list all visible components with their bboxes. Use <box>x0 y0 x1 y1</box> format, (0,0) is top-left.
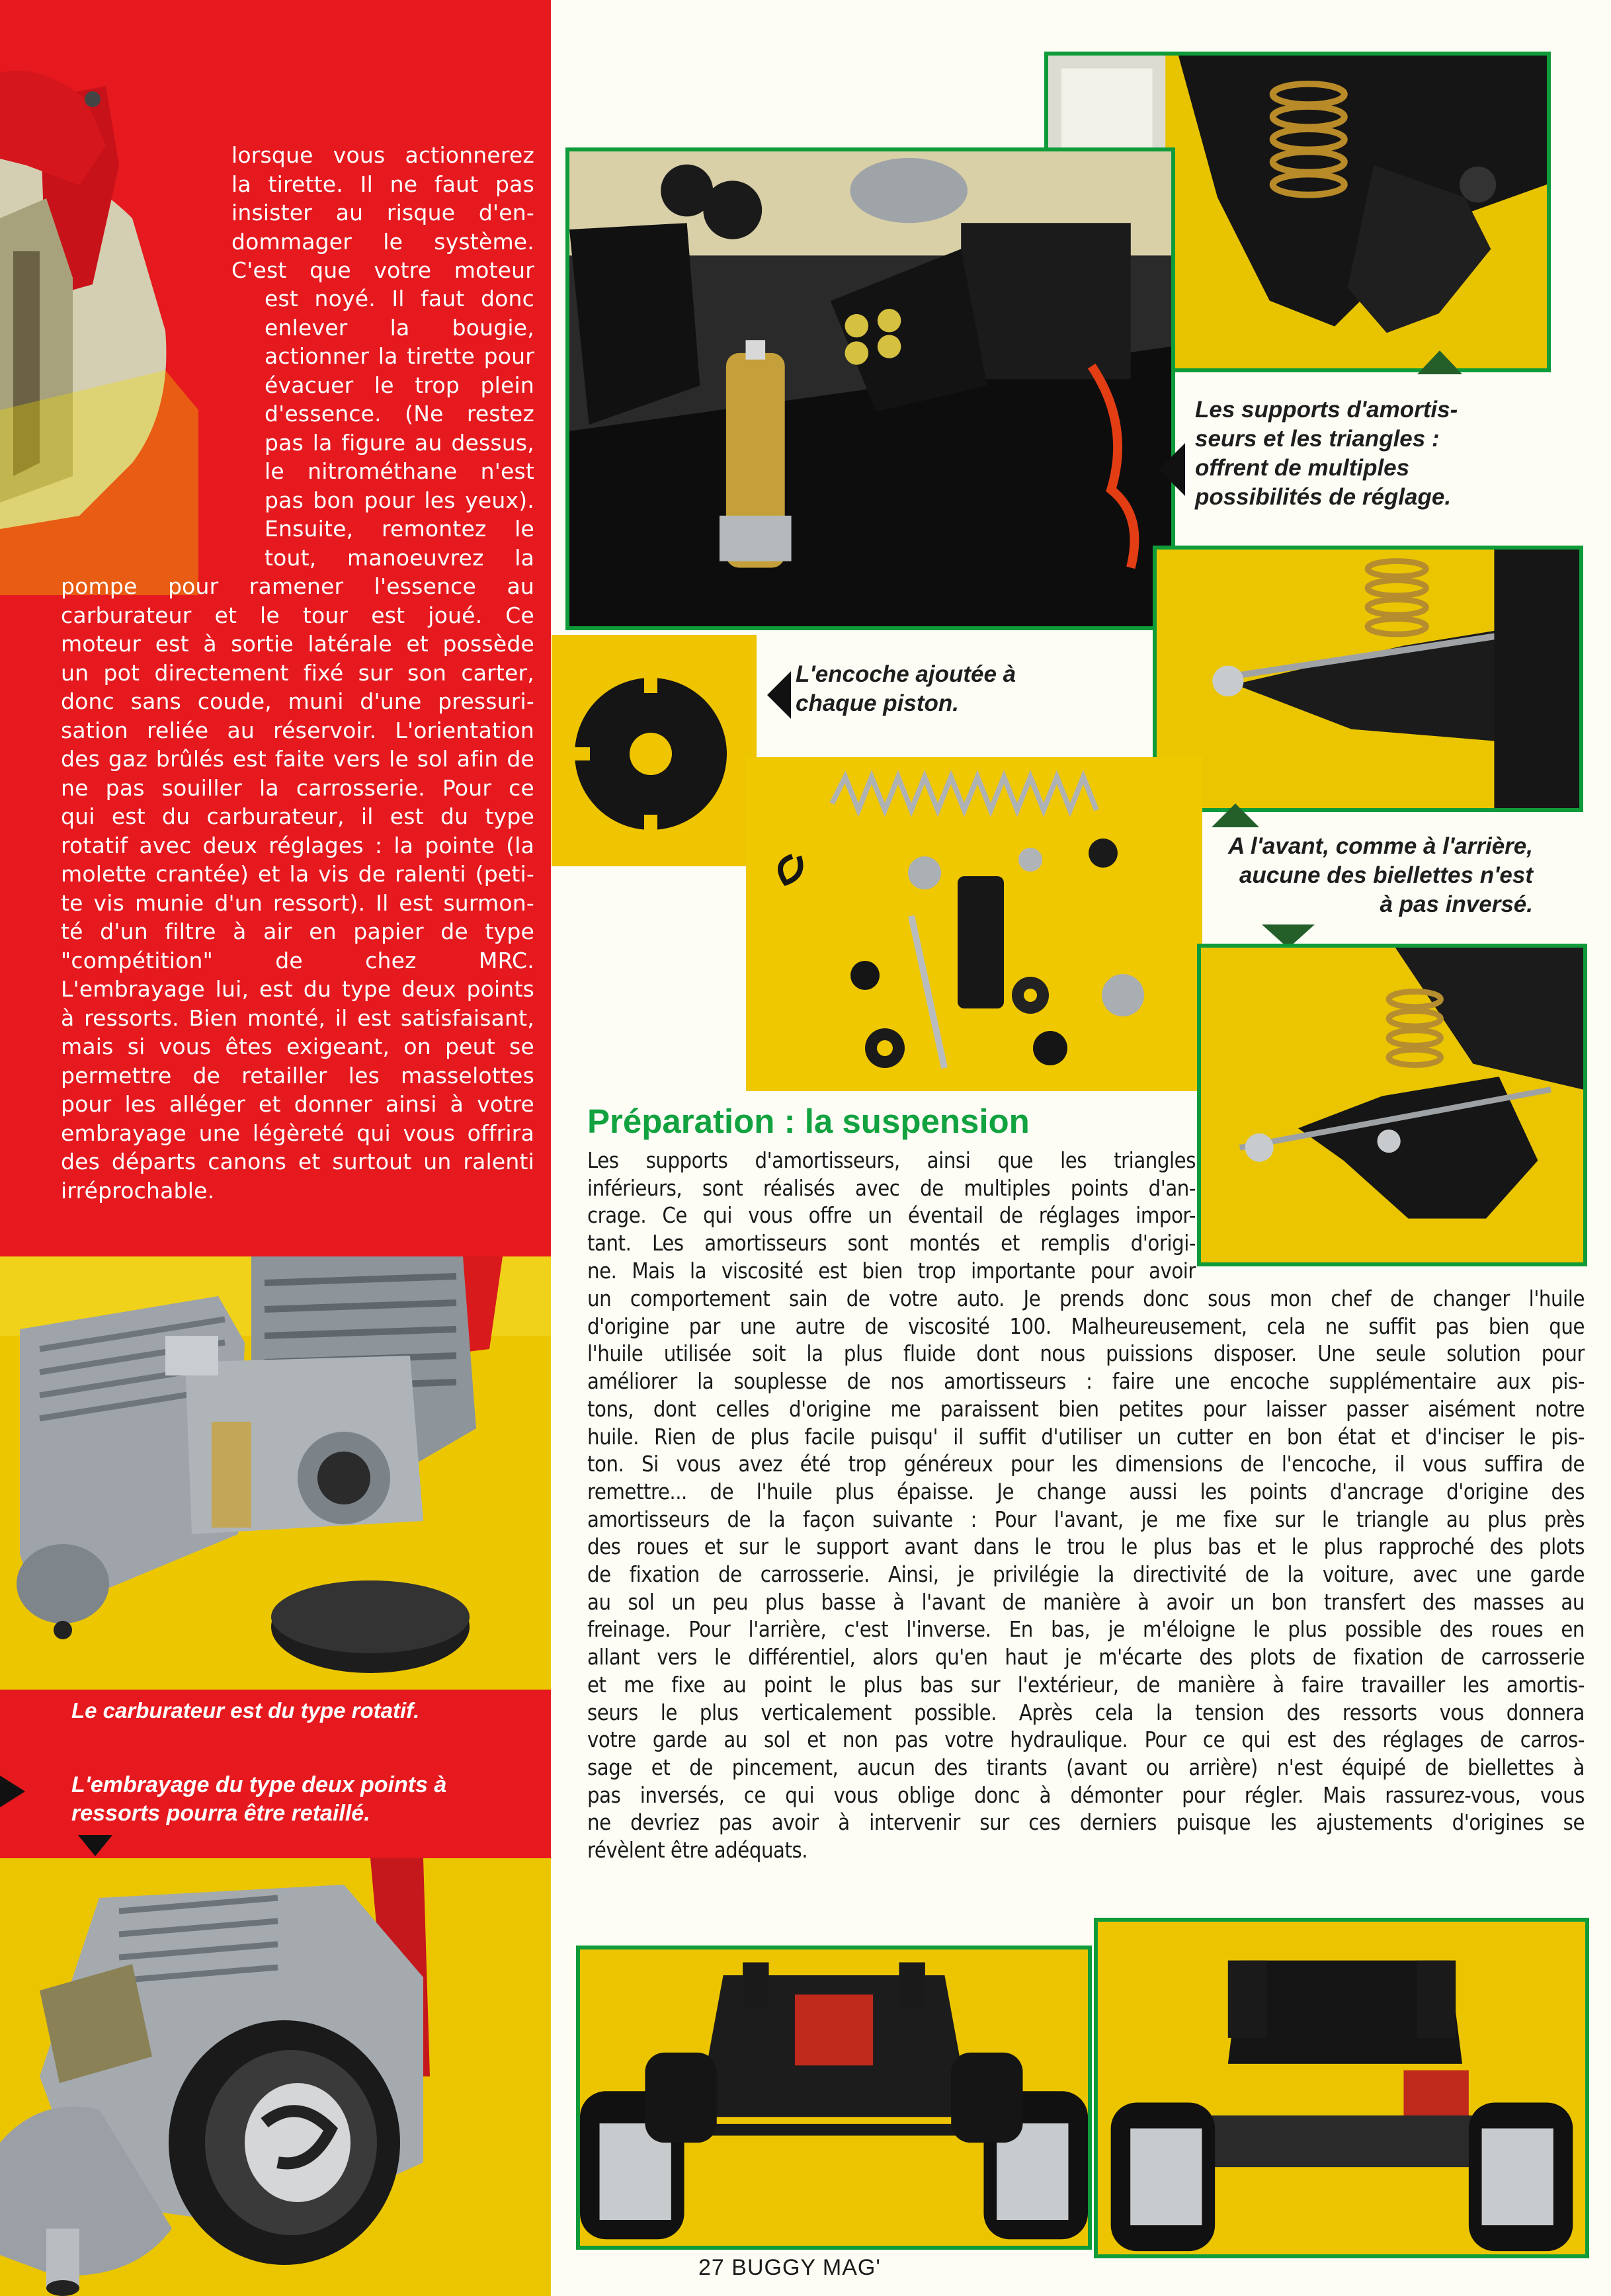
text-line: pas bon pour les yeux). <box>265 487 534 513</box>
text-line: té d'un filtre à air en papier de type <box>61 919 534 944</box>
text-line: sage et de pincement, aucun des tirants (avant ou arrière) n'est équipé de biellettes à <box>587 1754 1585 1780</box>
left-column-text-mid2 <box>265 514 534 572</box>
text-line: tant. Les amortisseurs sont montés et remplis d'origi- <box>587 1231 1196 1256</box>
text-line: d'essence. (Ne restez <box>265 401 534 427</box>
left-column-text-top <box>231 141 534 285</box>
text-line: molette crantée) et la vis de ralenti (peti- <box>61 861 534 887</box>
buggy-front-view-photo <box>576 1946 1092 2250</box>
text-line: remettre... de l'huile plus épaisse. Je change aussi les points d'ancrage d'origine des <box>587 1479 1585 1504</box>
caption-line: possibilités de réglage. <box>1195 484 1452 510</box>
text-line: sation reliée au réservoir. L'orientation <box>61 717 534 743</box>
text-line: qui est du carburateur, il est du type <box>61 803 534 829</box>
text-line: ton. Si vous avez été trop généreux pour les dimensions de l'encoche, il vous suffira de <box>587 1452 1585 1477</box>
left-column-text-bottom <box>61 572 534 1205</box>
text-line: révèlent être adéquats. <box>587 1838 808 1864</box>
text-line: rotatif avec deux réglages : la pointe (la <box>61 832 534 858</box>
text-line: C'est que votre moteur <box>231 257 534 283</box>
pull-starter-photo <box>0 0 225 595</box>
page-footer: 27 BUGGY MAG' <box>698 2255 881 2280</box>
text-line: Les supports d'amortisseurs, ainsi que les triangles <box>587 1148 1196 1173</box>
front-suspension-arm-photo <box>1153 546 1583 812</box>
shock-parts-photo <box>746 757 1202 1091</box>
text-line: votre garde au sol et non pas votre hydraulique. Pour ce qui est des réglages de carros- <box>587 1727 1585 1753</box>
text-line: à ressorts. Bien monté, il est satisfaisant, <box>61 1004 534 1031</box>
text-line: un pot directement fixé sur son carter, <box>61 659 534 686</box>
text-line: de fixation de carrosserie. Ainsi, je privilégie la directivité de la voiture, avec une garde <box>587 1562 1585 1588</box>
text-line: L'embrayage lui, est du type deux points <box>61 976 534 1002</box>
text-line: freinage. Pour l'arrière, c'est l'inverse. En bas, je m'éloigne le plus possible des roues en <box>587 1617 1585 1643</box>
text-line: pas la figure au dessus, <box>265 429 534 456</box>
caption-line: chaque piston. <box>796 690 959 716</box>
text-line: des départs canons et surtout un ralenti <box>61 1149 534 1174</box>
text-line: "compétition" de chez MRC. <box>61 947 534 973</box>
text-line: un comportement sain de votre auto. Je prends donc sous mon chef de changer l'huile <box>587 1286 1585 1311</box>
caption-arrow-down <box>78 1835 112 1856</box>
body-text-wide <box>587 1286 1585 1865</box>
links-caption <box>1190 832 1533 919</box>
text-line: ne. Mais la viscosité est bien trop importante pour avoir <box>587 1258 1196 1284</box>
text-line: enlever la bougie, <box>265 314 534 341</box>
buggy-rear-view-photo <box>1094 1918 1589 2258</box>
left-column-text-mid1 <box>265 284 534 514</box>
caption-line: aucune des biellettes n'est <box>1239 862 1533 888</box>
caption-arrow-left <box>767 671 791 719</box>
text-line: moteur est à sortie latérale et possède <box>61 631 534 657</box>
text-line: ne devriez pas avoir à intervenir sur ces derniers puisque les ajustements d'origines se <box>587 1810 1585 1836</box>
piston-notch-photo <box>552 635 757 866</box>
body-text-narrow <box>587 1147 1196 1286</box>
text-line: ne pas souiller la carrosserie. Pour ce <box>61 774 534 801</box>
text-line: permettre de retailler les masselottes <box>61 1062 534 1088</box>
section-heading: Préparation : la suspension <box>587 1102 1030 1140</box>
text-line: l'huile utilisée soit la plus fluide dont nous puissions disposer. Une seule solution pour <box>587 1341 1585 1367</box>
clutch-caption-line2: ressorts pourra être retaillé. <box>71 1801 370 1826</box>
text-line: mais si vous êtes exigeant, on peut se <box>61 1034 534 1059</box>
text-line: au sol un peu plus basse à l'avant de manière à avoir un bon transfert des masses au <box>587 1589 1585 1615</box>
text-line: tons, dont celles d'origine me paraissent bien petites pour laisser passer aisément notre <box>587 1396 1585 1422</box>
text-line: irréprochable. <box>61 1177 215 1204</box>
carburetor-engine-photo <box>0 1256 551 1690</box>
text-line: allant vers le différentiel, alors qu'en haut je m'écarte des plots de fixation de carrosserie <box>587 1645 1585 1670</box>
text-line: te vis munie d'un ressort). Il est surmon- <box>61 889 534 916</box>
text-line: des roues et sur le support avant dans le trou le plus bas et le plus rapproché des plots <box>587 1534 1585 1560</box>
text-line: améliorer la souplesse de nos amortisseurs : faire une encoche supplémentaire aux pis- <box>587 1369 1585 1395</box>
carburetor-caption: Le carburateur est du type rotatif. <box>71 1698 420 1723</box>
text-line: dommager le système. <box>231 228 534 255</box>
caption-arrow-right <box>0 1776 25 1807</box>
text-line: pour les alléger et donner ainsi à votre <box>61 1091 534 1117</box>
rear-suspension-photo <box>1197 944 1587 1266</box>
text-line: pas inversés, ce qui vous oblige donc à démonter pour régler. Mais rassurez-vous, vous <box>587 1782 1585 1808</box>
clutch-caption-line1: L'embrayage du type deux points à <box>71 1772 447 1797</box>
text-line: le nitrométhane n'est <box>265 458 534 484</box>
text-line: tout, manoeuvrez la <box>265 544 534 571</box>
text-line: est noyé. Il faut donc <box>265 286 534 311</box>
text-line: évacuer le trop plein <box>265 372 534 398</box>
text-line: carburateur et le tour est joué. Ce <box>61 602 534 628</box>
text-line: inférieurs, sont réalisés avec de multiples points d'an- <box>587 1175 1196 1201</box>
text-line: actionner la tirette pour <box>265 343 534 369</box>
caption-line: L'encoche ajoutée à <box>796 661 1016 687</box>
caption-arrow-up <box>1417 350 1462 374</box>
caption-arrow-left <box>1159 443 1185 496</box>
caption-line: offrent de multiples <box>1195 455 1410 481</box>
clutch-caption <box>71 1771 446 1828</box>
clutch-engine-photo <box>0 1858 551 2296</box>
text-line: d'origine par une autre de viscosité 100. Malheureusement, cela ne suffit pas bien que <box>587 1313 1585 1339</box>
text-line: amortisseurs de la façon suivante : Pour l'avant, je me fixe sur le triangle au plus près <box>587 1506 1585 1532</box>
piston-notch-caption <box>796 660 1016 718</box>
text-line: lorsque vous actionnerez <box>231 142 534 168</box>
text-line: Ensuite, remontez le <box>265 516 534 542</box>
text-line: embrayage une légèreté qui vous offrira <box>61 1120 534 1146</box>
text-line: des gaz brûlés est faite vers le sol afin de <box>61 746 534 772</box>
caption-line: Les supports d'amortis- <box>1195 397 1458 423</box>
caption-line: à pas inversé. <box>1380 891 1533 917</box>
shock-mount-chassis-photo <box>565 147 1175 630</box>
text-line: pompe pour ramener l'essence au <box>61 573 534 599</box>
text-line: insister au risque d'en- <box>231 200 534 226</box>
text-line: seurs le plus verticalement possible. Après cela la tension des ressorts vous donnera <box>587 1700 1585 1725</box>
text-line: donc sans coude, muni d'une pressuri- <box>61 688 534 714</box>
text-line: huile. Rien de plus facile puisqu' il suffit d'utiliser un cutter en bon état et d'inciser le pis- <box>587 1424 1585 1450</box>
shock-mounts-caption <box>1195 395 1458 512</box>
caption-arrow-up <box>1212 803 1259 827</box>
text-line: et me fixe au point le plus bas sur l'extérieur, de manière à faire travailler les amortis- <box>587 1672 1585 1698</box>
caption-line: seurs et les triangles : <box>1195 426 1440 452</box>
text-line: la tirette. Il ne faut pas <box>231 171 534 197</box>
text-line: crage. Ce qui vous offre un éventail de réglages impor- <box>587 1203 1196 1229</box>
caption-line: A l'avant, comme à l'arrière, <box>1228 833 1533 859</box>
